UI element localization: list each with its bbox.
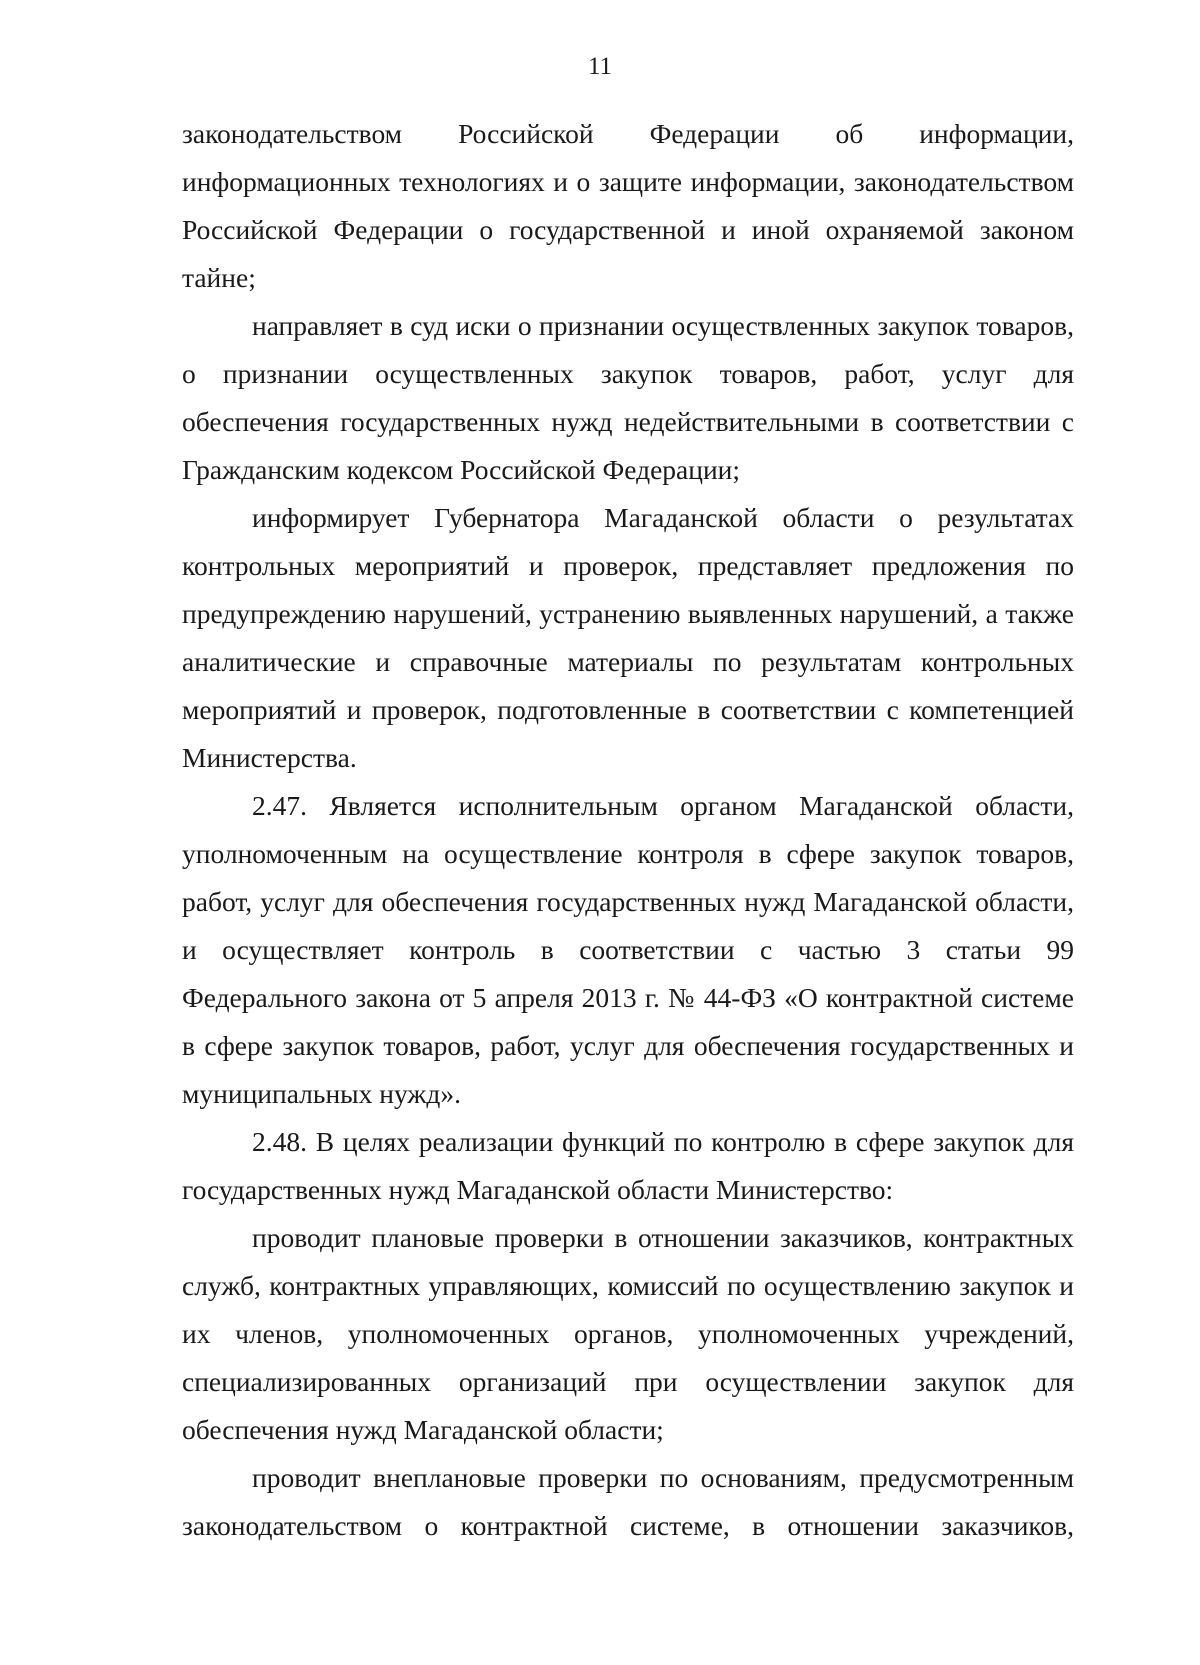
paragraph-unplanned-inspections: проводит внеплановые проверки по основаниям, предусмотренным законодательством о контрактной системе, в отношении заказчиков, (182, 1462, 1074, 1541)
page-number: 11 (587, 53, 613, 80)
paragraph-suit: направляет в суд иски о признании осуществленных закупок товаров, о признании осуществленных закупок товаров, работ, услуг для обеспечения государственных нужд недействительными в соответствии с Гражданским кодексом Российской Федерации; (182, 310, 1074, 485)
paragraph-continuation: законодательством Российской Федерации об информации, информационных технологиях и о защите информации, законодательством Российской Федерации о государственной и иной охраняемой законом тайне; (182, 118, 1074, 293)
paragraph-planned-inspections: проводит плановые проверки в отношении заказчиков, контрактных служб, контрактных управляющих, комиссий по осуществлению закупок и их членов, уполномоченных органов, уполномоченных учреждений, специализированных организаций при осуществлении закупок для обеспечения нужд Магаданской области; (182, 1222, 1074, 1445)
document-body (182, 110, 1074, 1550)
paragraph-inform-governor: информирует Губернатора Магаданской области о результатах контрольных мероприятий и проверок, представляет предложения по предупреждению нарушений, устранению выявленных нарушений, а также аналитические и справочные материалы по результатам контрольных мероприятий и проверок, подготовленные в соответствии с компетенцией Министерства. (182, 502, 1074, 773)
paragraph-clause-2-48: 2.48. В целях реализации функций по контролю в сфере закупок для государственных нужд Магаданской области Министерство: (182, 1126, 1074, 1205)
paragraph-clause-2-47: 2.47. Является исполнительным органом Магаданской области, уполномоченным на осуществление контроля в сфере закупок товаров, работ, услуг для обеспечения государственных нужд Магаданской области, и осуществляет контроль в соответствии с частью 3 статьи 99 Федерального закона от 5 апреля 2013 г. № 44-ФЗ «О контрактной системе в сфере закупок товаров, работ, услуг для обеспечения государственных и муниципальных нужд». (182, 790, 1074, 1109)
